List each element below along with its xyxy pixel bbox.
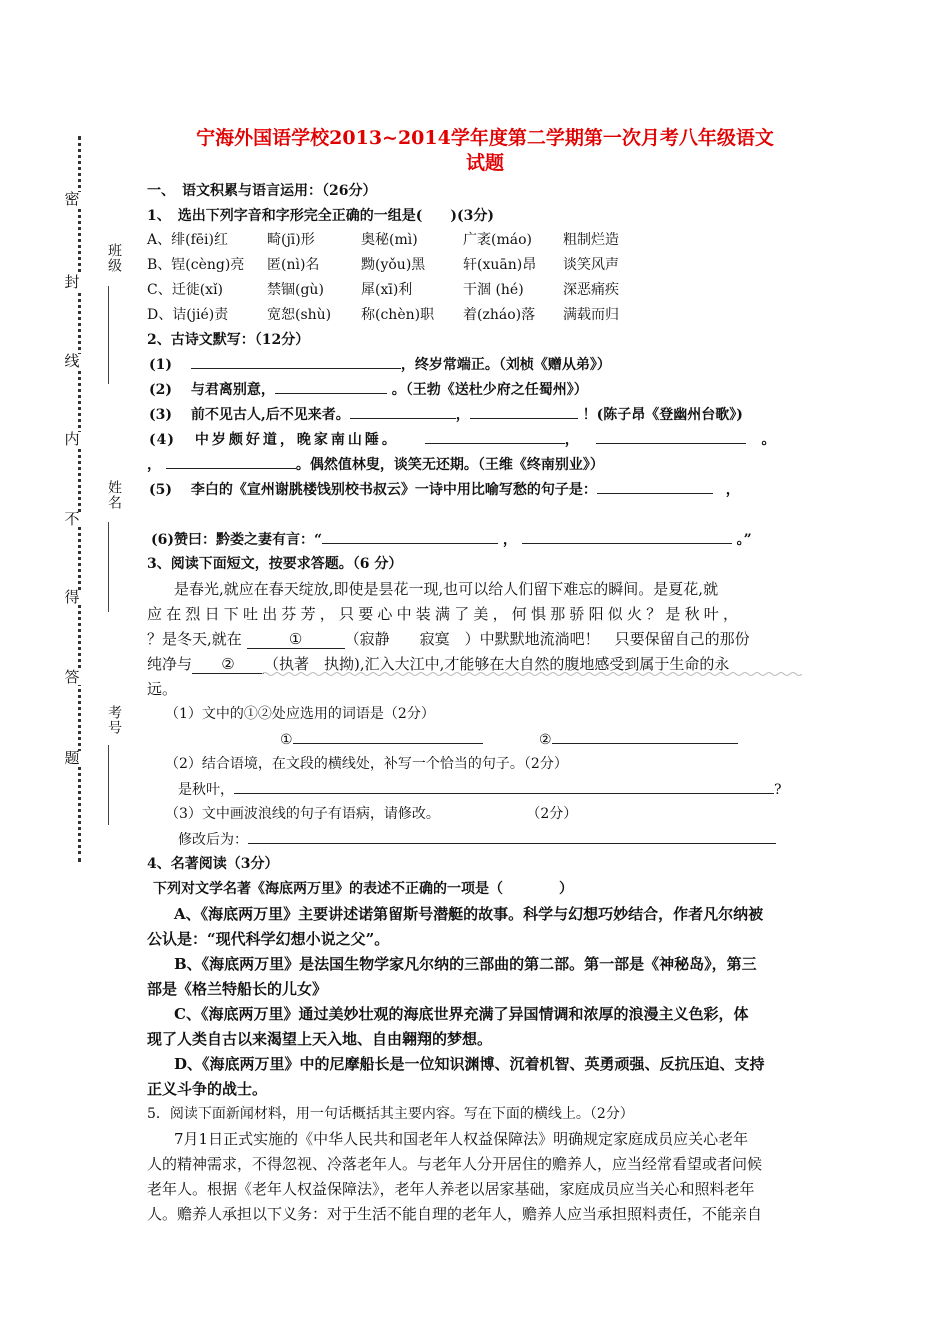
- q2-stem: 2、古诗文默写：（12分）: [147, 332, 310, 348]
- q2-item-6: [151, 528, 752, 549]
- option-word: 干涸 (hé): [463, 282, 524, 298]
- q5-passage-line-1: 7月1日正式实施的《中华人民共和国老年人权益保障法》明确规定家庭成员应关心老年: [174, 1130, 749, 1148]
- q4-option-d-1[interactable]: D、《海底两万里》中的尼摩船长是一位知识渊博、沉着机智、英勇顽强、反抗压迫、支持: [174, 1055, 765, 1073]
- q1-option-c[interactable]: [147, 279, 619, 299]
- q2-item-4: [149, 428, 777, 449]
- q4-option-d-2: 正义斗争的战士。: [147, 1080, 268, 1098]
- seal-char-4: 内: [64, 430, 80, 448]
- answer-label: ②: [539, 732, 552, 748]
- exam-title-line2: 试题: [465, 152, 504, 174]
- answer-blank[interactable]: [596, 428, 746, 444]
- q4-option-b-2: 部是《格兰特船长的儿女》: [147, 980, 328, 998]
- q3-sub1-answers: [280, 728, 738, 748]
- option-word: 谈笑风声: [563, 257, 619, 273]
- class-field-line[interactable]: [108, 286, 109, 384]
- passage-text: （寂静 寂寞 ）中默默地流淌吧！ 只要保留自己的那份: [344, 630, 750, 648]
- blank-marker: ②: [221, 655, 235, 673]
- answer-blank[interactable]: [275, 378, 387, 394]
- item-text: 中岁颇好道，晚家南山陲。: [194, 432, 399, 448]
- id-field-label: 考号: [106, 705, 122, 735]
- q5-passage-line-2: 人的精神需求，不得忽视、冷落老年人。与老年人分开居住的赡养人，应当经常看望或者问候: [147, 1155, 763, 1173]
- q5-stem: 5．阅读下面新闻材料，用一句话概括其主要内容。写在下面的横线上。（2分）: [147, 1106, 634, 1122]
- q3-stem: 3、阅读下面短文，按要求答题。（6 分）: [147, 556, 403, 572]
- q4-option-a-1[interactable]: A、《海底两万里》主要讲述诺第留斯号潜艇的故事。科学与幻想巧妙结合，作者凡尔纳被: [174, 905, 764, 923]
- option-word: 黝(yǒu)黑: [361, 257, 426, 273]
- q4-option-a-2: 公认是：“现代科学幻想小说之父”。: [147, 930, 390, 948]
- seal-char-8: 题: [64, 749, 80, 767]
- item-text: 前不见古人,后不见来者。: [190, 407, 350, 423]
- option-word: 满载而归: [563, 307, 619, 323]
- option-word: 奥秘(mì): [361, 232, 418, 248]
- name-field-line[interactable]: [108, 522, 109, 612]
- q4-option-c-1[interactable]: C、《海底两万里》通过美妙壮观的海底世界充满了异国情调和浓厚的浪漫主义色彩，体: [174, 1005, 749, 1023]
- item-text: ，: [725, 482, 740, 498]
- seal-char-2: 封: [64, 273, 80, 291]
- q4-option-b-1[interactable]: B、《海底两万里》是法国生物学家凡尔纳的三部曲的第二部。第一部是《神秘岛》，第三: [174, 955, 757, 973]
- blank-2[interactable]: [192, 655, 264, 674]
- name-field-label: 姓名: [106, 480, 122, 510]
- option-word: B、锃(cèng)亮: [147, 257, 245, 273]
- item-number: (3): [149, 407, 172, 423]
- answer-blank[interactable]: [293, 728, 483, 744]
- q2-item-4-cont: [147, 453, 604, 474]
- option-word: D、诘(jié)责: [147, 307, 229, 323]
- item-number: (1): [149, 357, 172, 373]
- answer-blank[interactable]: [597, 478, 713, 494]
- answer-blank[interactable]: [425, 428, 565, 444]
- seal-char-5: 不: [64, 510, 80, 528]
- answer-blank[interactable]: [248, 828, 776, 844]
- passage-text: 纯净与: [147, 655, 193, 673]
- q2-item-3: [149, 403, 743, 424]
- item-text: ！(陈子昂《登幽州台歌》): [582, 407, 743, 423]
- q5-passage-line-4: 人。赡养人承担以下义务：对于生活不能自理的老年人，赡养人应当承担照料责任，不能亲自: [147, 1205, 763, 1223]
- answer-label: 修改后为：: [178, 832, 248, 848]
- q1-option-d[interactable]: [147, 304, 619, 324]
- item-text: 李白的《宣州谢朓楼饯别校书叔云》一诗中用比喻写愁的句子是：: [190, 482, 597, 498]
- item-number: (2): [149, 382, 172, 398]
- q5-passage-line-3: 老年人。根据《老年人权益保障法》，老年人养老以居家基础，家庭成员应当关心和照料老年: [147, 1180, 755, 1198]
- seal-char-6: 得: [64, 588, 80, 606]
- item-text: ，终岁常端正。（刘桢《赠从弟》）: [400, 357, 611, 373]
- item-text: 。（王勃《送杜少府之任蜀州》）: [391, 382, 588, 398]
- part1-heading: 一、 语文积累与语言运用：（26分）: [147, 183, 377, 199]
- item-number: (4): [149, 432, 175, 448]
- option-word: 称(chèn)职: [361, 307, 435, 323]
- seal-char-3: 线: [64, 352, 80, 370]
- q4-option-c-2: 现了人类自古以来渴望上天入地、自由翱翔的梦想。: [147, 1030, 493, 1048]
- q3-passage-line-1: 是春光,就应在春天绽放,即使是昙花一现,也可以给人们留下难忘的瞬间。是夏花,就: [174, 580, 719, 598]
- seal-char-7: 答: [64, 668, 80, 686]
- exam-title: 宁海外国语学校2013~2014学年度第二学期第一次月考八年级语文: [196, 127, 774, 149]
- item-text: 。: [761, 432, 777, 448]
- answer-blank[interactable]: [552, 728, 738, 744]
- option-word: 宽恕(shù): [267, 307, 332, 323]
- option-word: 匿(nì)名: [267, 257, 320, 273]
- blank-marker: ①: [288, 630, 303, 648]
- question-text: （3）文中画波浪线的句子有语病，请修改。: [165, 806, 440, 822]
- passage-text: ？是冬天,就在: [147, 630, 242, 648]
- id-field-line[interactable]: [108, 745, 109, 825]
- answer-label: ①: [280, 732, 293, 748]
- score-text: （2分）: [526, 806, 578, 822]
- q1-option-b[interactable]: [147, 254, 619, 274]
- q4-stem: 4、名著阅读（3分）: [147, 856, 279, 872]
- answer-blank[interactable]: [522, 528, 732, 544]
- q3-sub3: [165, 803, 577, 823]
- option-word: 轩(xuān)昂: [463, 257, 537, 273]
- option-word: 广袤(máo): [463, 232, 532, 248]
- option-word: 粗制烂造: [563, 232, 619, 248]
- answer-blank[interactable]: [322, 528, 498, 544]
- q3-sub1: （1）文中的①②处应选用的词语是（2分）: [165, 706, 435, 722]
- item-text: ，: [147, 457, 161, 473]
- q4-question: 下列对文学名著《海底两万里》的表述不正确的一项是（ ）: [153, 881, 573, 897]
- option-word: 着(zháo)落: [463, 307, 536, 323]
- wavy-underline: [262, 671, 802, 677]
- option-word: 禁锢(gù): [267, 282, 324, 298]
- q3-passage-line-3: [147, 628, 750, 649]
- passage-text: （执著 执拗),汇入大江中,才能够在大自然的腹地感受到属于生命的永: [264, 655, 730, 673]
- q2-item-1: [149, 353, 611, 374]
- q3-sub2: （2）结合语境，在文段的横线处，补写一个恰当的句子。（2分）: [165, 756, 568, 772]
- seal-char-1: 密: [64, 190, 80, 208]
- item-text: (6)赞曰：黔娄之妻有言：“: [151, 532, 323, 548]
- item-text: ，: [564, 432, 580, 448]
- q2-item-5: [149, 478, 740, 499]
- item-text: 。偶然值林叟，谈笑无还期。（王维《终南别业》）: [295, 457, 604, 473]
- item-text: ，: [502, 532, 517, 548]
- q1-stem: 1、 选出下列字音和字形完全正确的一组是( )(3分): [147, 208, 494, 224]
- option-word: 畸(jī)形: [267, 232, 315, 248]
- class-field-label: 班级: [106, 243, 122, 273]
- answer-blank[interactable]: [350, 403, 456, 419]
- q3-sub3-answer: [178, 828, 776, 849]
- answer-blank[interactable]: [234, 778, 774, 794]
- answer-label: ?: [774, 782, 782, 798]
- q1-option-a[interactable]: [147, 229, 619, 249]
- q3-passage-line-2: 应在烈日下吐出芬芳，只要心中装满了美，何惧那骄阳似火？是秋叶，: [147, 605, 743, 623]
- q2-item-2: [149, 378, 588, 399]
- option-word: C、迁徙(xǐ): [147, 282, 224, 298]
- answer-blank[interactable]: [166, 453, 296, 469]
- option-word: 深恶痛疾: [563, 282, 619, 298]
- item-text: 。”: [736, 532, 752, 548]
- q3-sub2-answer: [178, 778, 782, 799]
- option-word: A、绯(fēi)红: [147, 232, 228, 248]
- answer-blank[interactable]: [470, 403, 578, 419]
- item-text: 与君离别意，: [190, 382, 275, 398]
- blank-1[interactable]: [247, 630, 345, 649]
- item-text: ，: [455, 407, 470, 423]
- answer-label: 是秋叶，: [178, 782, 234, 798]
- option-word: 犀(xī)利: [361, 282, 413, 298]
- answer-blank[interactable]: [191, 353, 401, 369]
- item-number: (5): [149, 482, 172, 498]
- q3-passage-line-5: 远。: [147, 680, 178, 698]
